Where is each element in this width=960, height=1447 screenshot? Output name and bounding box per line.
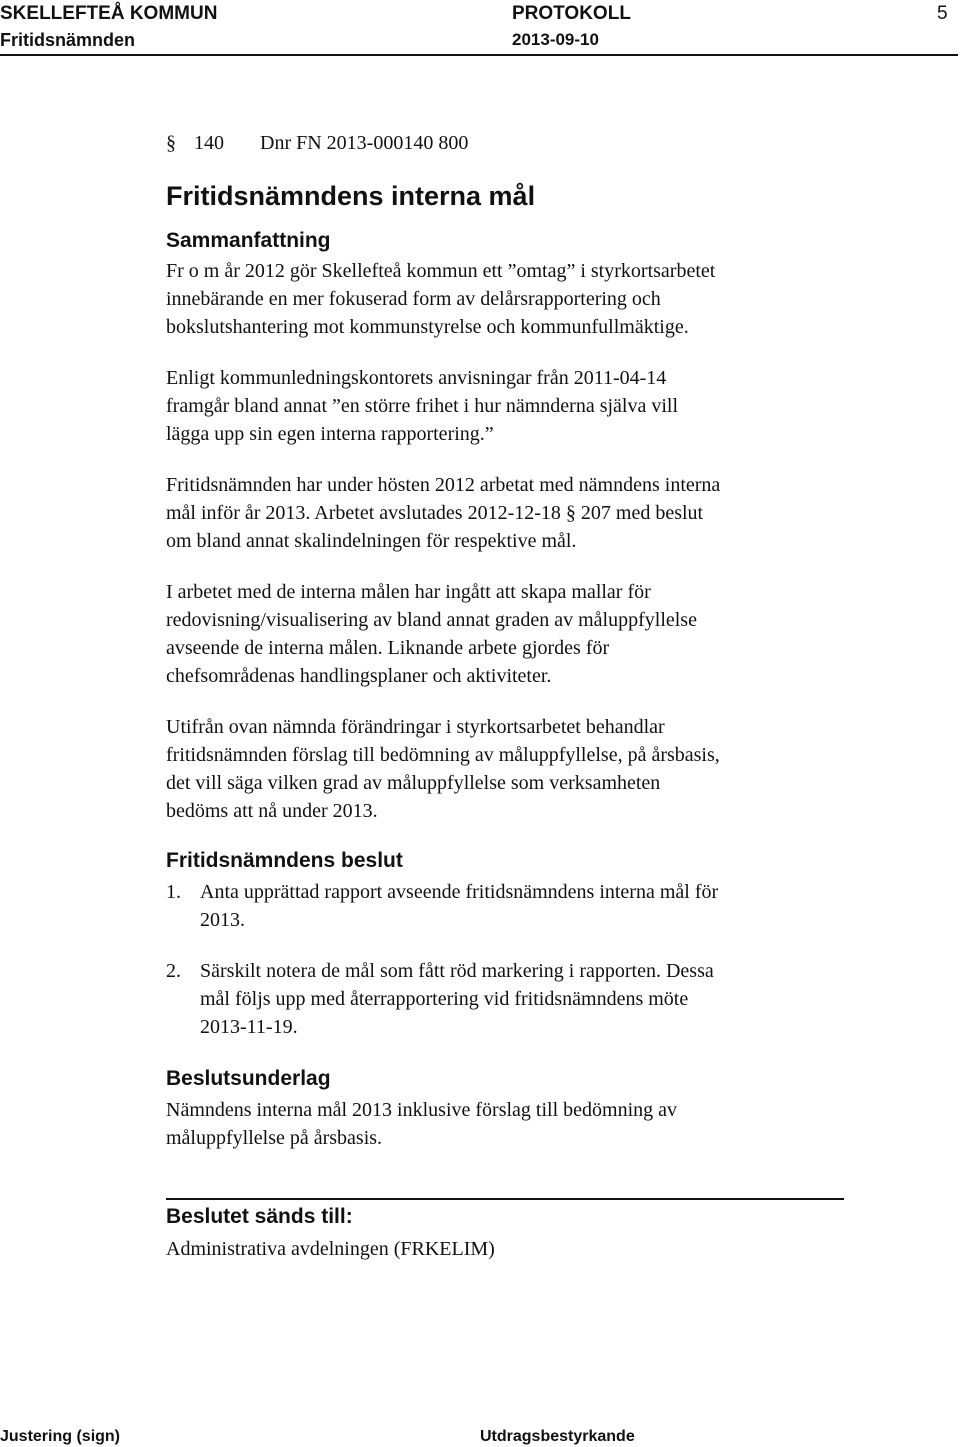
- decision-heading: Fritidsnämndens beslut: [166, 849, 403, 872]
- text-line: Fr o m år 2012 gör Skellefteå kommun ett ”omtag” i styrkortsarbetet: [166, 260, 716, 282]
- sent-to-recipient: [166, 1235, 856, 1263]
- text-line: om bland annat skalindelningen för respektive mål.: [166, 530, 577, 552]
- sent-to-heading: Beslutet sänds till:: [166, 1205, 353, 1228]
- text-line: måluppfyllelse på årsbasis.: [166, 1127, 383, 1149]
- document-type: PROTOKOLL: [512, 3, 631, 24]
- basis-heading: Beslutsunderlag: [166, 1067, 331, 1090]
- text-line: Särskilt notera de mål som fått röd markering i rapporten. Dessa: [200, 960, 714, 982]
- diary-number: Dnr FN 2013-000140 800: [260, 132, 469, 154]
- summary-paragraph-3: [166, 471, 856, 555]
- section-sign-icon: §: [166, 132, 176, 154]
- text-line: bokslutshantering mot kommunstyrelse och kommunfullmäktige.: [166, 316, 689, 338]
- text-line: redovisning/visualisering av bland annat graden av måluppfyllelse: [166, 609, 697, 631]
- text-line: lägga upp sin egen interna rapportering.”: [166, 423, 494, 445]
- text-line: mål inför år 2013. Arbetet avslutades 2012-12-18 § 207 med beslut: [166, 502, 704, 524]
- summary-paragraph-1: [166, 257, 856, 341]
- summary-paragraph-5: [166, 713, 856, 825]
- text-line: Nämndens interna mål 2013 inklusive förslag till bedömning av: [166, 1099, 678, 1121]
- text-line: Administrativa avdelningen (FRKELIM): [166, 1238, 495, 1260]
- basis-paragraph: [166, 1096, 856, 1152]
- document-title: Fritidsnämndens interna mål: [166, 181, 536, 211]
- text-line: Anta upprättad rapport avseende fritidsnämndens interna mål för: [200, 881, 719, 903]
- page-header: [0, 0, 960, 56]
- footer-signature-label: Justering (sign): [0, 1428, 121, 1445]
- text-line: I arbetet med de interna målen har ingått att skapa mallar för: [166, 581, 651, 603]
- summary-heading: Sammanfattning: [166, 229, 331, 252]
- text-line: Enligt kommunledningskontorets anvisningar från 2011-04-14: [166, 367, 667, 389]
- committee-name: Fritidsnämnden: [0, 30, 136, 50]
- section-divider: [166, 1198, 844, 1200]
- text-line: mål följs upp med återrapportering vid fritidsnämndens möte: [200, 988, 689, 1010]
- decision-item-2: [166, 957, 856, 1047]
- text-line: det vill säga vilken grad av måluppfyllelse som verksamheten: [166, 772, 661, 794]
- item-reference: [166, 131, 468, 155]
- footer-certification-label: Utdragsbestyrkande: [480, 1428, 635, 1445]
- item-number: 140: [194, 132, 224, 154]
- text-line: 2013-11-19.: [200, 1016, 298, 1038]
- page-number: 5: [937, 3, 948, 24]
- decision-item-number: 2.: [166, 960, 181, 982]
- text-line: framgår bland annat ”en större frihet i hur nämnderna själva vill: [166, 395, 679, 417]
- text-line: Utifrån ovan nämnda förändringar i styrkortsarbetet behandlar: [166, 716, 665, 738]
- header-divider: [0, 54, 958, 56]
- summary-paragraph-2: [166, 364, 856, 448]
- decision-item-1: [166, 878, 856, 938]
- text-line: bedöms att nå under 2013.: [166, 800, 378, 822]
- text-line: Fritidsnämnden har under hösten 2012 arbetat med nämndens interna: [166, 474, 721, 496]
- text-line: avseende de interna målen. Liknande arbete gjordes för: [166, 637, 610, 659]
- meeting-date: 2013-09-10: [512, 30, 599, 49]
- text-line: fritidsnämnden förslag till bedömning av måluppfyllelse, på årsbasis,: [166, 744, 720, 766]
- summary-paragraph-4: [166, 578, 856, 690]
- text-line: 2013.: [200, 909, 245, 931]
- org-name: SKELLEFTEÅ KOMMUN: [0, 3, 218, 24]
- text-line: innebärande en mer fokuserad form av delårsrapportering och: [166, 288, 661, 310]
- text-line: chefsområdenas handlingsplaner och aktiviteter.: [166, 665, 552, 687]
- decision-item-number: 1.: [166, 881, 181, 903]
